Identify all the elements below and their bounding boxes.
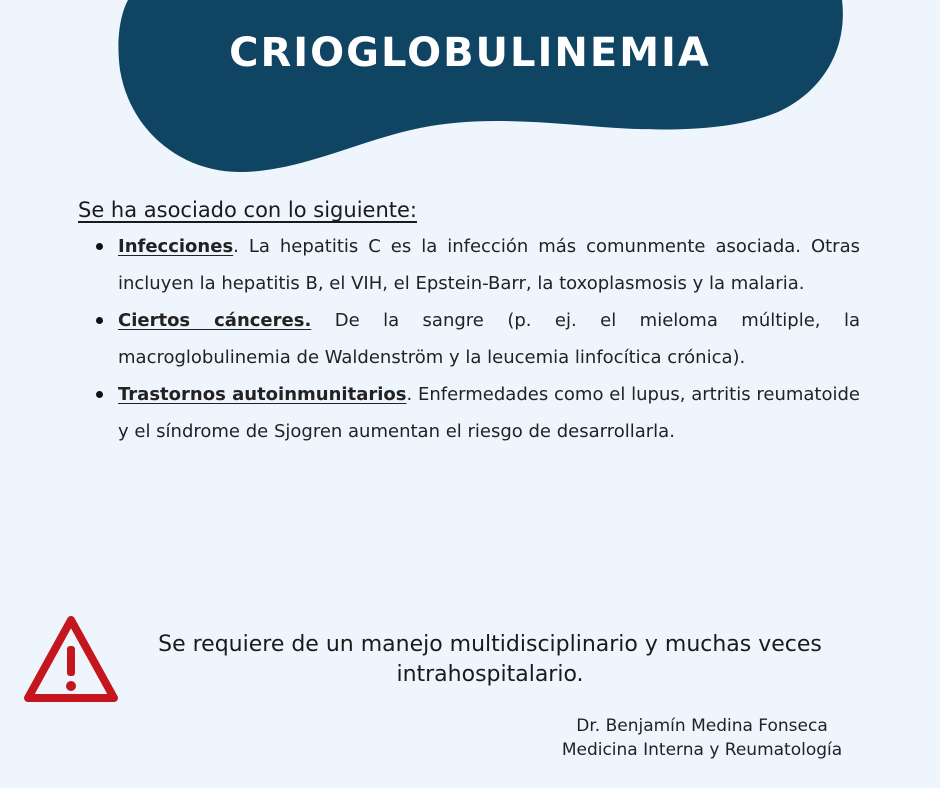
signature xyxy=(492,714,912,762)
warning-triangle-icon xyxy=(22,614,120,706)
list-item xyxy=(118,376,860,450)
page-title: CRIOGLOBULINEMIA xyxy=(229,30,711,76)
bullet-icon xyxy=(96,317,103,324)
item-text: . La hepatitis C es la infección más comunmente asociada. Otras incluyen la hepatitis B, el VIH, el Epstein-Barr, la toxoplasmosis y la malaria. xyxy=(118,236,860,294)
bullet-icon xyxy=(96,243,103,250)
item-title: Ciertos cánceres. xyxy=(118,310,312,331)
item-title: Infecciones xyxy=(118,236,234,257)
author-name: Dr. Benjamín Medina Fonseca xyxy=(576,716,828,736)
author-specialty: Medicina Interna y Reumatología xyxy=(561,740,843,760)
item-text: . Enfermedades como el lupus, artritis reumatoide y el síndrome de Sjogren aumentan el riesgo de desarrollarla. xyxy=(118,384,860,442)
section-heading: Se ha asociado con lo siguiente: xyxy=(78,198,417,222)
list-item xyxy=(118,228,860,302)
item-text: De la sangre (p. ej. el mieloma múltiple, la macroglobulinemia de Waldenström y la leucemia linfocítica crónica). xyxy=(118,310,860,368)
associations-list xyxy=(78,228,860,450)
warning-note: Se requiere de un manejo multidisciplinario y muchas veces intrahospitalario. xyxy=(158,632,822,687)
main-content xyxy=(78,198,860,450)
list-item xyxy=(118,302,860,376)
item-title: Trastornos autoinmunitarios xyxy=(118,384,407,405)
bullet-icon xyxy=(96,391,103,398)
